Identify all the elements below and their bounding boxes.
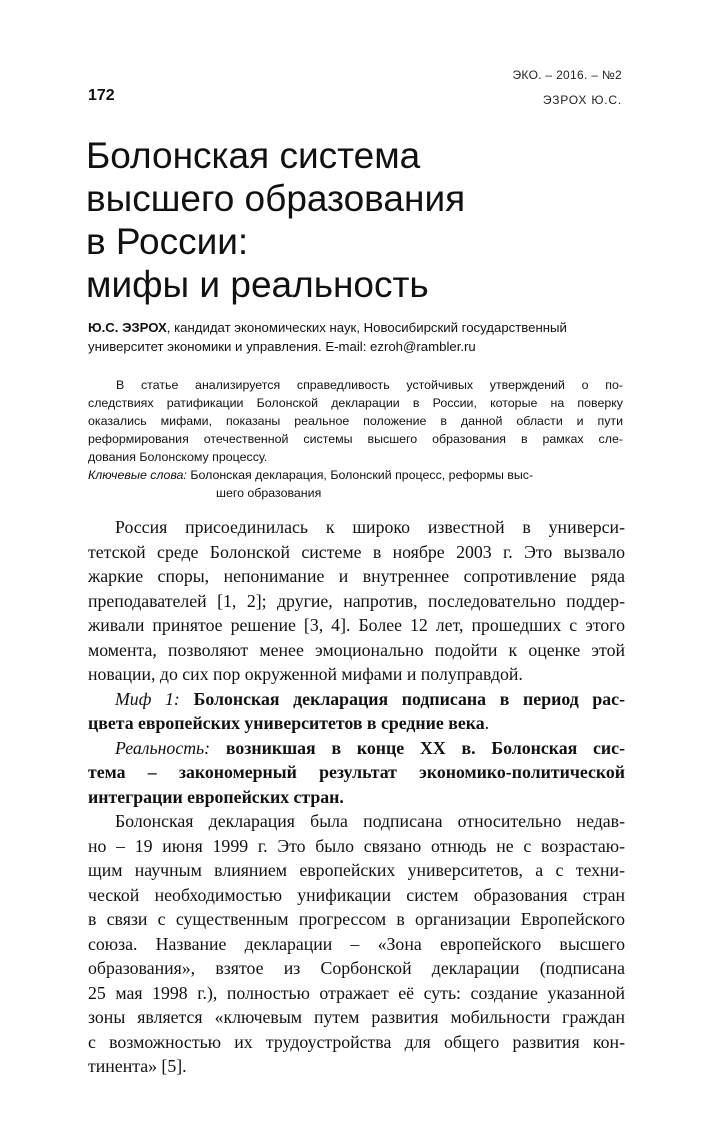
- body-line: союза. Название декларации – «Зона европейского высшего: [88, 933, 625, 954]
- keywords-text: Болонская декларация, Болонский процесс, реформы выс-: [186, 468, 534, 482]
- article-title: [86, 134, 626, 306]
- body-line: образования», взятое из Сорбонской декларации (подписана: [88, 958, 625, 978]
- body-line: жаркие споры, непонимание и внутреннее сопротивление ряда: [88, 566, 625, 586]
- paragraph-myth: [88, 687, 625, 736]
- abstract-text: [88, 376, 623, 466]
- body-line: момента, позволяют менее эмоционально подойти к оценке этой: [88, 639, 625, 660]
- journal-header: ЭКО. – 2016. – №2: [512, 68, 622, 82]
- keywords-label: Ключевые слова:: [88, 468, 187, 482]
- title-line: Болонская система: [86, 135, 421, 176]
- running-author: ЭЗРОХ Ю.С.: [542, 93, 622, 107]
- body-line: ческой необходимостью унификации систем образования стран: [88, 884, 625, 905]
- author-line: [88, 318, 626, 337]
- body-line: [88, 687, 625, 712]
- body-line: с возможностью их трудоустройства для общего развития кон-: [88, 1031, 625, 1052]
- body-line: [88, 711, 625, 736]
- body-line: зоны является «ключевым путем развития мобильности граждан: [88, 1007, 625, 1027]
- body-line: Болонская декларация была подписана относительно недав-: [115, 811, 625, 831]
- title-line: высшего образования: [86, 178, 466, 219]
- myth-label: Миф 1:: [115, 688, 180, 709]
- title-line: мифы и реальность: [86, 264, 429, 305]
- abstract: [88, 376, 623, 502]
- abstract-line: оказались мифами, показаны реальное положение в данной области и пути: [88, 414, 623, 428]
- body-line: но – 19 июня 1999 г. Это было связано отнюдь не с возрастаю-: [88, 835, 625, 856]
- body-line: интеграции европейских стран.: [88, 786, 344, 807]
- keywords-line: [88, 466, 623, 484]
- body-line: в связи с существенным прогрессом в организации Европейского: [88, 909, 625, 929]
- page-number: 172: [88, 87, 115, 104]
- body-line: тема – закономерный результат экономико-политической: [88, 762, 625, 782]
- abstract-line: В статье анализируется справедливость устойчивых утверждений о по-: [116, 378, 623, 392]
- body-line: преподавателей [1, 2]; другие, напротив, последовательно поддер-: [88, 590, 625, 611]
- title-line: в России:: [86, 221, 249, 262]
- abstract-line: следствиях ратификации Болонской декларации в России, которые на поверку: [88, 396, 623, 410]
- body-line: тинента» [5].: [88, 1056, 187, 1076]
- paragraph-intro: [88, 515, 625, 687]
- myth-end: .: [484, 713, 490, 733]
- paragraph-main: [88, 809, 625, 1079]
- author-contact: университет экономики и управления. E-mail: ezroh@rambler.ru: [88, 339, 476, 354]
- paragraph-reality: [88, 736, 625, 810]
- myth-text: Болонская декларация подписана в период рас-: [179, 688, 625, 709]
- keywords: [88, 466, 623, 502]
- author-affiliation: , кандидат экономических наук, Новосибирский государственный: [166, 320, 567, 335]
- body-line: 25 мая 1998 г.), полностью отражает её суть: создание указанной: [88, 982, 625, 1003]
- body-line: [88, 736, 625, 761]
- myth-text: цвета европейских университетов в средние века: [88, 713, 485, 733]
- keywords-continuation: шего образования: [216, 486, 322, 500]
- reality-label: Реальность:: [115, 737, 211, 758]
- body-line: новации, до сих пор окруженной мифами и полуправдой.: [88, 664, 523, 684]
- body-line: Россия присоединилась к широко известной в универси-: [115, 517, 625, 537]
- author-name: Ю.С. ЭЗРОХ: [88, 320, 167, 335]
- abstract-line: реформирования отечественной системы высшего образования в рамках сле-: [88, 432, 623, 446]
- abstract-line: дования Болонскому процессу.: [88, 450, 268, 464]
- body-line: тетской среде Болонской системе в ноябре 2003 г. Это вызвало: [88, 541, 625, 562]
- body-line: щим научным влиянием европейских университетов, а с техни-: [88, 860, 625, 880]
- body-line: живали принятое решение [3, 4]. Более 12 лет, прошедших с этого: [88, 615, 625, 635]
- article-body: [88, 515, 625, 1079]
- author-info: [88, 318, 626, 356]
- reality-text: возникшая в конце XX в. Болонская сис-: [210, 737, 625, 758]
